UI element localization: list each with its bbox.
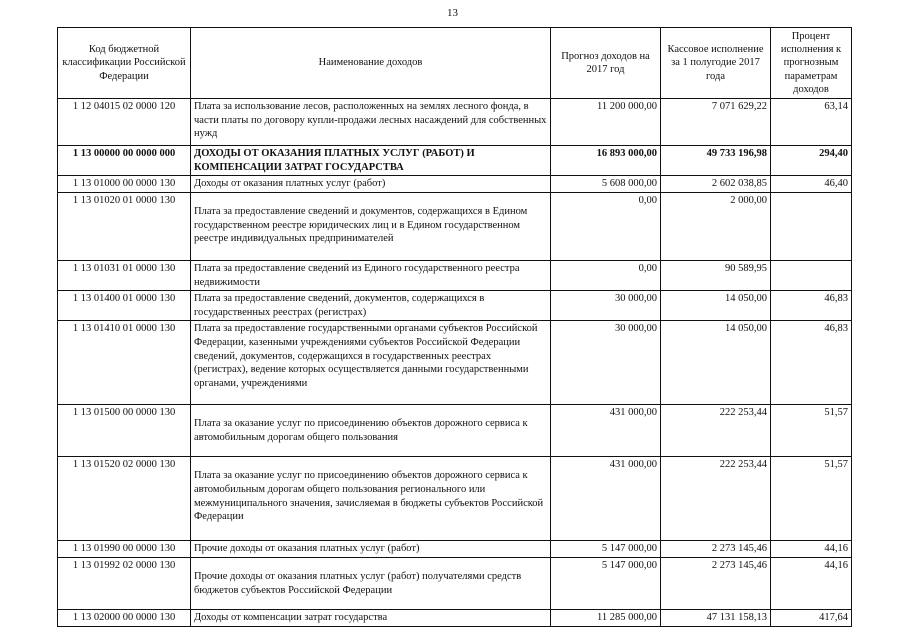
row-fact: 2 273 145,46 xyxy=(661,558,771,610)
row-plan: 11 285 000,00 xyxy=(551,610,661,627)
table-row xyxy=(58,192,852,260)
row-code: 1 13 01031 01 0000 130 xyxy=(58,260,191,290)
row-fact: 2 273 145,46 xyxy=(661,541,771,558)
row-plan: 0,00 xyxy=(551,260,661,290)
table-row xyxy=(58,610,852,627)
row-code: 1 13 01410 01 0000 130 xyxy=(58,321,191,405)
row-name: Прочие доходы от оказания платных услуг (работ) получателями средств бюджетов субъектов Российской Федерации xyxy=(191,558,551,610)
row-name: Плата за оказание услуг по присоединению объектов дорожного сервиса к автомобильным дорогам общего пользования регионального или межмуниципального значения, зачисляемая в бюджеты субъектов Российской Федерации xyxy=(191,457,551,541)
row-plan: 5 608 000,00 xyxy=(551,176,661,193)
header-plan: Прогноз доходов на 2017 год xyxy=(551,28,661,99)
row-fact: 49 733 196,98 xyxy=(661,146,771,176)
row-percent: 294,40 xyxy=(771,146,852,176)
row-name: Плата за предоставление государственными органами субъектов Российской Федерации, казенными учреждениями субъектов Российской Федерации сведений, документов, содержащихся в государственных реестрах (регистрах), ведение которых осуществляется данными государственными органами, учреждениями xyxy=(191,321,551,405)
row-percent: 51,57 xyxy=(771,457,852,541)
row-percent: 46,40 xyxy=(771,176,852,193)
row-fact: 7 071 629,22 xyxy=(661,99,771,146)
row-code: 1 13 01520 02 0000 130 xyxy=(58,457,191,541)
row-percent: 44,16 xyxy=(771,558,852,610)
row-fact: 2 602 038,85 xyxy=(661,176,771,193)
row-fact: 47 131 158,13 xyxy=(661,610,771,627)
row-name: Плата за использование лесов, расположенных на землях лесного фонда, в части платы по договору купли-продажи лесных насаждений для собственных нужд xyxy=(191,99,551,146)
header-code: Код бюджетной классификации Российской Федерации xyxy=(58,28,191,99)
table-row xyxy=(58,146,852,176)
table-row xyxy=(58,405,852,457)
row-plan: 30 000,00 xyxy=(551,321,661,405)
row-name: Плата за предоставление сведений, документов, содержащихся в государственных реестрах (регистрах) xyxy=(191,291,551,321)
row-fact: 14 050,00 xyxy=(661,321,771,405)
row-name: Плата за предоставление сведений и документов, содержащихся в Едином государственном реестре юридических лиц и в Едином государственном реестре индивидуальных предпринимателей xyxy=(191,192,551,260)
table-row xyxy=(58,176,852,193)
row-fact: 2 000,00 xyxy=(661,192,771,260)
row-name: Прочие доходы от оказания платных услуг (работ) xyxy=(191,541,551,558)
table-row xyxy=(58,99,852,146)
row-name: ДОХОДЫ ОТ ОКАЗАНИЯ ПЛАТНЫХ УСЛУГ (РАБОТ) И КОМПЕНСАЦИИ ЗАТРАТ ГОСУДАРСТВА xyxy=(191,146,551,176)
row-code: 1 12 04015 02 0000 120 xyxy=(58,99,191,146)
row-plan: 431 000,00 xyxy=(551,405,661,457)
row-code: 1 13 02000 00 0000 130 xyxy=(58,610,191,627)
row-code: 1 13 01992 02 0000 130 xyxy=(58,558,191,610)
row-fact: 222 253,44 xyxy=(661,457,771,541)
row-percent xyxy=(771,260,852,290)
row-fact: 222 253,44 xyxy=(661,405,771,457)
row-plan: 30 000,00 xyxy=(551,291,661,321)
row-code: 1 13 01000 00 0000 130 xyxy=(58,176,191,193)
header-percent: Процент исполнения к прогнозным параметрам доходов xyxy=(771,28,852,99)
row-code: 1 13 01400 01 0000 130 xyxy=(58,291,191,321)
row-code: 1 13 00000 00 0000 000 xyxy=(58,146,191,176)
row-plan: 0,00 xyxy=(551,192,661,260)
row-plan: 431 000,00 xyxy=(551,457,661,541)
table-row xyxy=(58,260,852,290)
table-header-row xyxy=(58,28,852,99)
table-row xyxy=(58,291,852,321)
row-percent: 44,16 xyxy=(771,541,852,558)
row-percent: 51,57 xyxy=(771,405,852,457)
row-name: Доходы от оказания платных услуг (работ) xyxy=(191,176,551,193)
header-name: Наименование доходов xyxy=(191,28,551,99)
row-plan: 16 893 000,00 xyxy=(551,146,661,176)
row-fact: 90 589,95 xyxy=(661,260,771,290)
row-plan: 11 200 000,00 xyxy=(551,99,661,146)
row-plan: 5 147 000,00 xyxy=(551,558,661,610)
row-percent: 46,83 xyxy=(771,291,852,321)
row-name: Плата за оказание услуг по присоединению объектов дорожного сервиса к автомобильным дорогам общего пользования xyxy=(191,405,551,457)
row-fact: 14 050,00 xyxy=(661,291,771,321)
row-code: 1 13 01990 00 0000 130 xyxy=(58,541,191,558)
row-name: Плата за предоставление сведений из Единого государственного реестра недвижимости xyxy=(191,260,551,290)
table-row xyxy=(58,541,852,558)
row-percent: 63,14 xyxy=(771,99,852,146)
row-code: 1 13 01020 01 0000 130 xyxy=(58,192,191,260)
row-percent: 417,64 xyxy=(771,610,852,627)
row-code: 1 13 01500 00 0000 130 xyxy=(58,405,191,457)
row-percent: 46,83 xyxy=(771,321,852,405)
row-percent xyxy=(771,192,852,260)
table-row xyxy=(58,457,852,541)
revenue-table xyxy=(57,27,852,627)
header-fact: Кассовое исполнение за 1 полугодие 2017 года xyxy=(661,28,771,99)
table-row xyxy=(58,321,852,405)
page-number: 13 xyxy=(447,7,458,19)
table-row xyxy=(58,558,852,610)
row-name: Доходы от компенсации затрат государства xyxy=(191,610,551,627)
row-plan: 5 147 000,00 xyxy=(551,541,661,558)
